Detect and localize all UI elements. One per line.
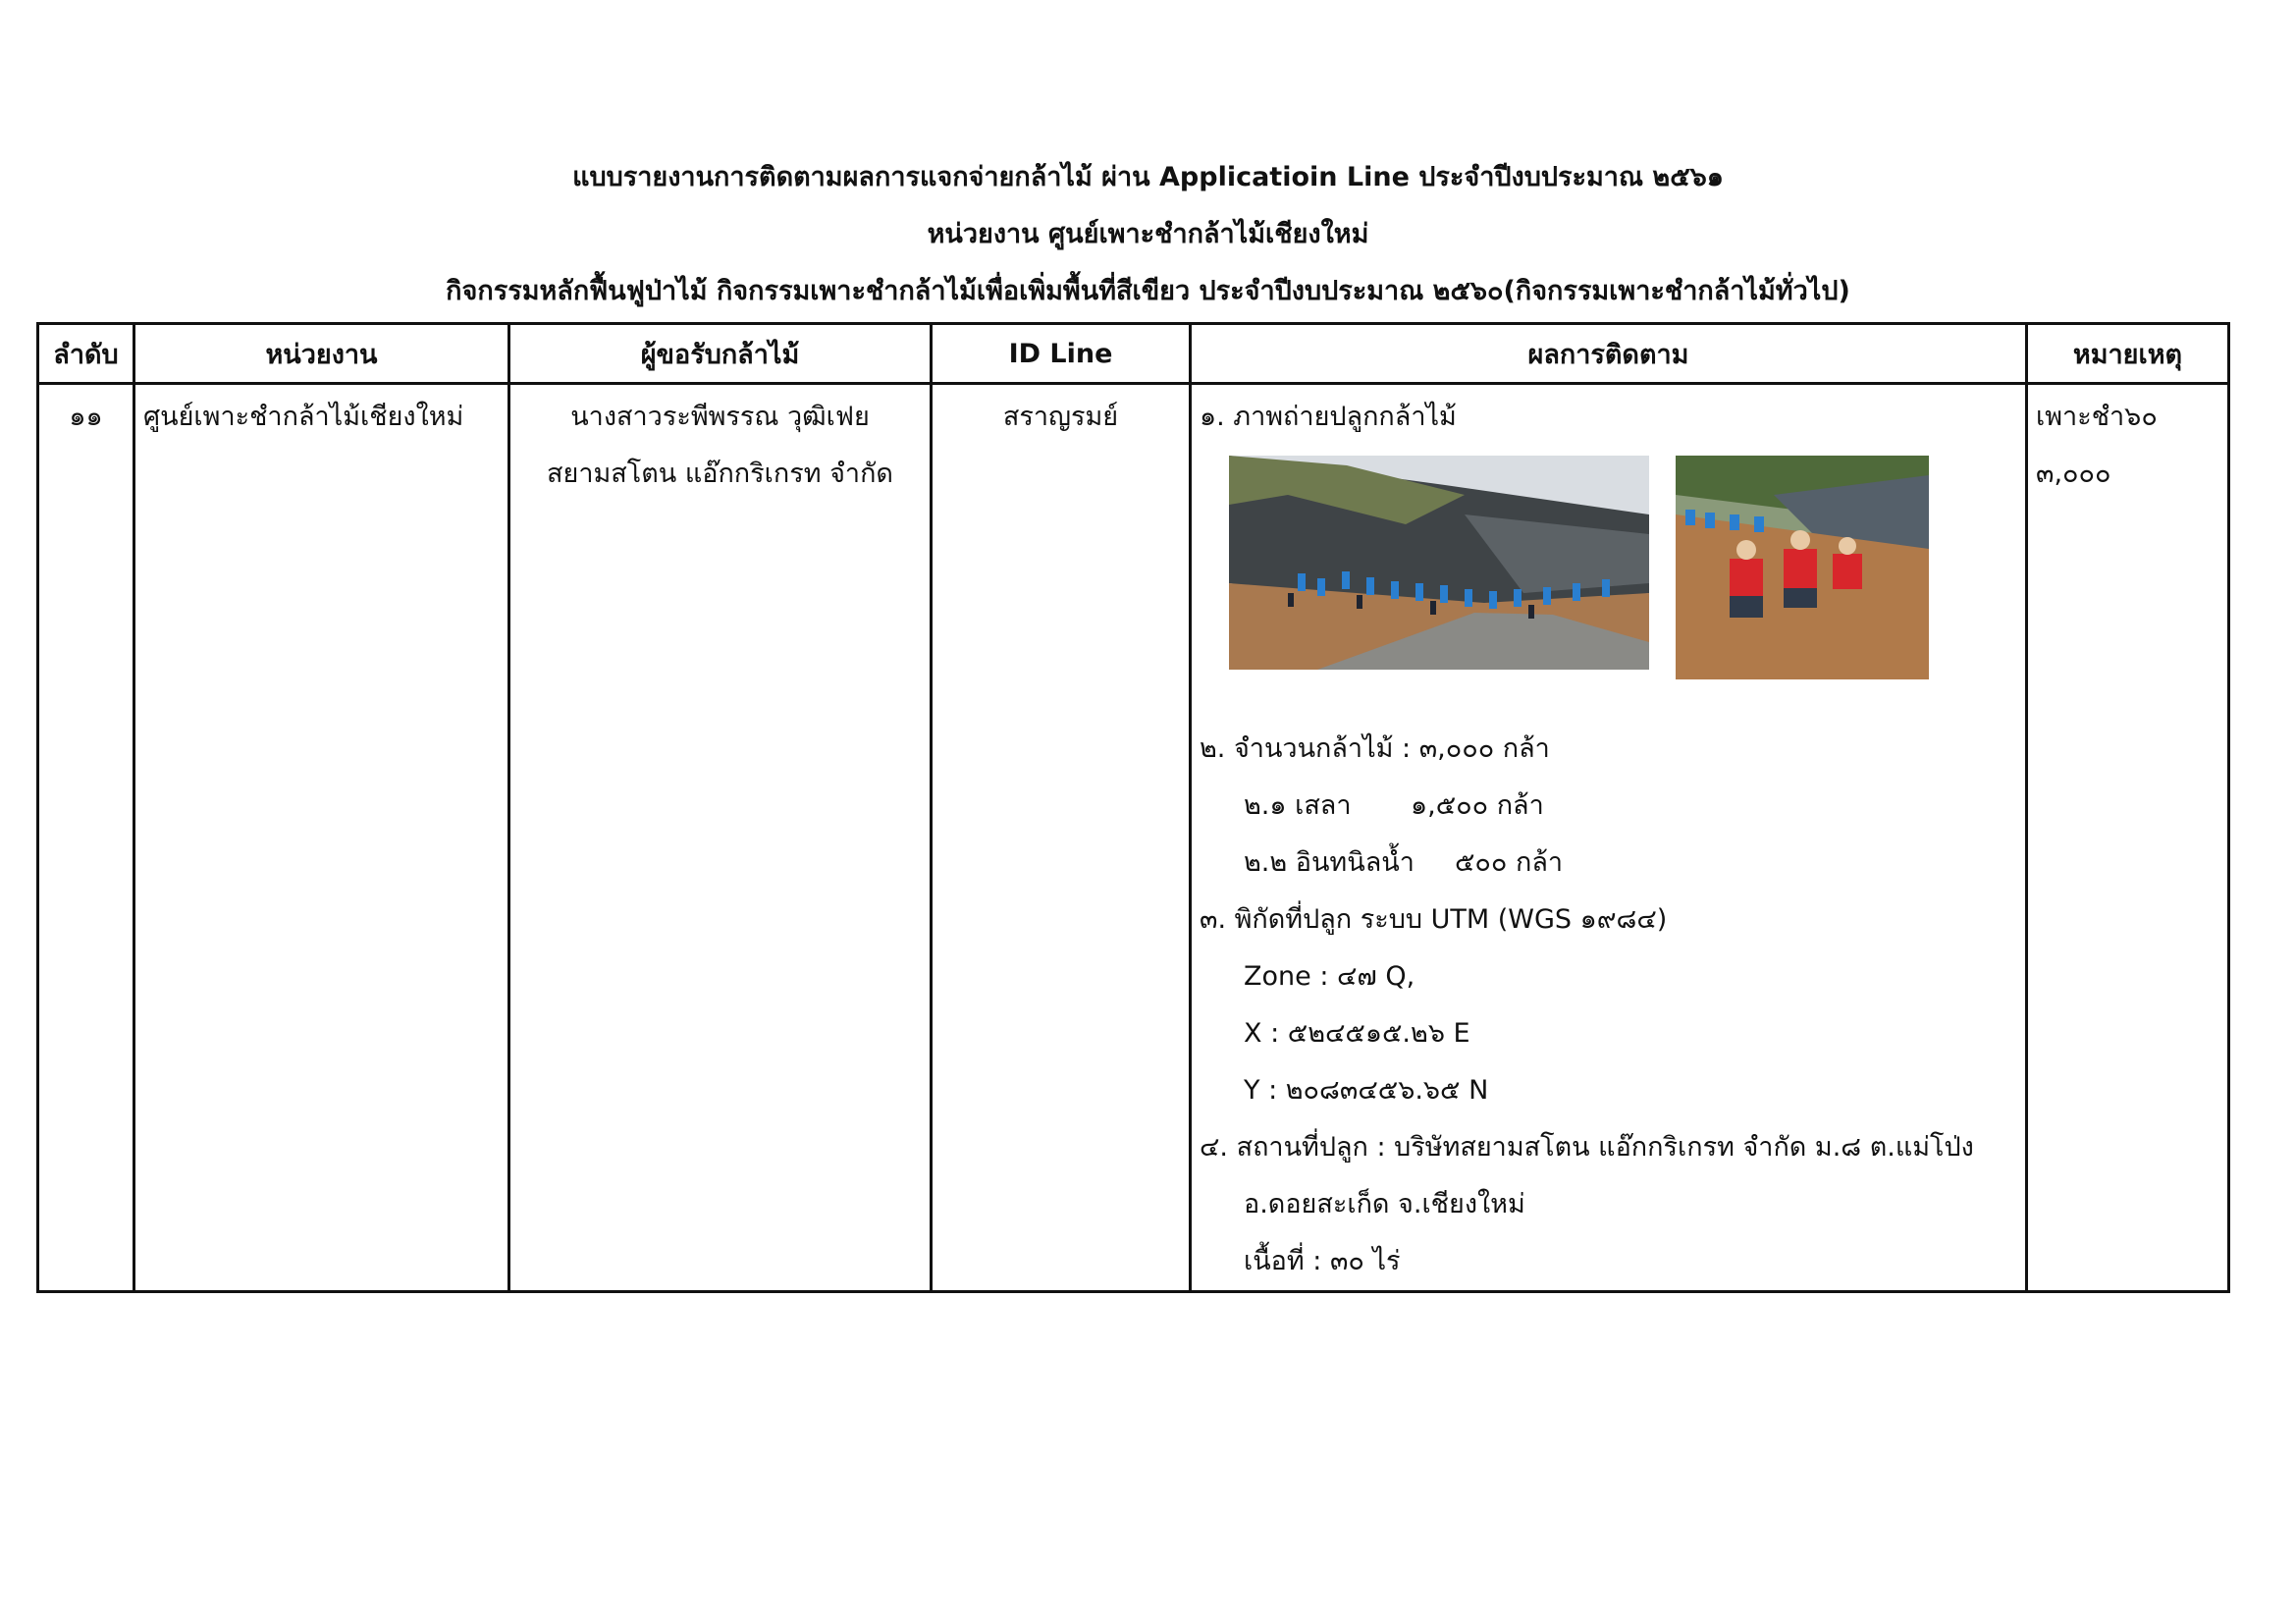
cell-id-line: สราญรมย์ (932, 384, 1191, 1292)
cell-recipient (509, 384, 932, 1292)
col-header-note: หมายเหตุ (2027, 324, 2229, 384)
utm-y: Y : ๒๐๘๓๔๕๖.๖๕ N (1244, 1075, 1489, 1106)
species-item (1200, 835, 2017, 892)
report-table (36, 322, 2230, 1293)
species-name: ๒.๒ อินทนิลน้ำ (1244, 847, 1415, 878)
coordinate-heading: ๓. พิกัดที่ปลูก ระบบ UTM (WGS ๑๙๘๔) (1200, 904, 1668, 935)
species-item (1200, 778, 2017, 835)
agency-title: หน่วยงาน ศูนย์เพาะชำกล้าไม้เชียงใหม่ (927, 219, 1369, 249)
planting-photo-closeup (1676, 456, 1929, 679)
species-qty: ๕๐๐ กล้า (1455, 847, 1564, 878)
planting-area: เนื้อที่ : ๓๐ ไร่ (1244, 1246, 1401, 1276)
species-name: ๒.๑ เสลา (1244, 790, 1352, 821)
table-row (38, 384, 2229, 1292)
recipient-name: นางสาวระพีพรรณ วุฒิเฟย (570, 402, 870, 432)
report-title: แบบรายงานการติดตามผลการแจกจ่ายกล้าไม้ ผ่าน Applicatioin Line ประจำปีงบประมาณ ๒๕๖๑ (572, 162, 1724, 192)
species-qty: ๑,๕๐๐ กล้า (1411, 790, 1544, 821)
table-header-row (38, 324, 2229, 384)
recipient-org: สยามสโตน แอ๊กกริเกรท จำกัด (547, 459, 893, 489)
seedling-count: ๒. จำนวนกล้าไม้ : ๓,๐๐๐ กล้า (1200, 733, 1550, 764)
photo-heading: ๑. ภาพถ่ายปลูกกล้าไม้ (1200, 402, 1457, 432)
col-header-id-line: ID Line (932, 324, 1191, 384)
activity-title: กิจกรรมหลักฟื้นฟูป่าไม้ กิจกรรมเพาะชำกล้าไม้เพื่อเพิ่มพื้นที่สีเขียว ประจำปีงบประมาณ ๒๕๖๐(กิจกรรมเพาะชำกล้าไม้ทั่วไป) (446, 276, 1850, 306)
col-header-recipient: ผู้ขอรับกล้าไม้ (509, 324, 932, 384)
cell-agency: ศูนย์เพาะชำกล้าไม้เชียงใหม่ (134, 384, 509, 1292)
planting-place-district: อ.ดอยสะเก็ด จ.เชียงใหม่ (1244, 1189, 1525, 1219)
cell-result (1191, 384, 2027, 1292)
utm-zone: Zone : ๔๗ Q, (1244, 961, 1415, 992)
photo-strip (1200, 446, 2017, 721)
planting-place: ๔. สถานที่ปลูก : บริษัทสยามสโตน แอ๊กกริเกรท จำกัด ม.๘ ต.แม่โป่ง (1200, 1132, 1974, 1163)
planting-photo-hillside (1229, 456, 1649, 670)
utm-x: X : ๕๒๔๕๑๕.๒๖ E (1244, 1018, 1470, 1049)
col-header-agency: หน่วยงาน (134, 324, 509, 384)
cell-seq: ๑๑ (38, 384, 134, 1292)
col-header-seq: ลำดับ (38, 324, 134, 384)
col-header-result: ผลการติดตาม (1191, 324, 2027, 384)
cell-note: เพาะชำ๖๐ ๓,๐๐๐ (2027, 384, 2229, 1292)
